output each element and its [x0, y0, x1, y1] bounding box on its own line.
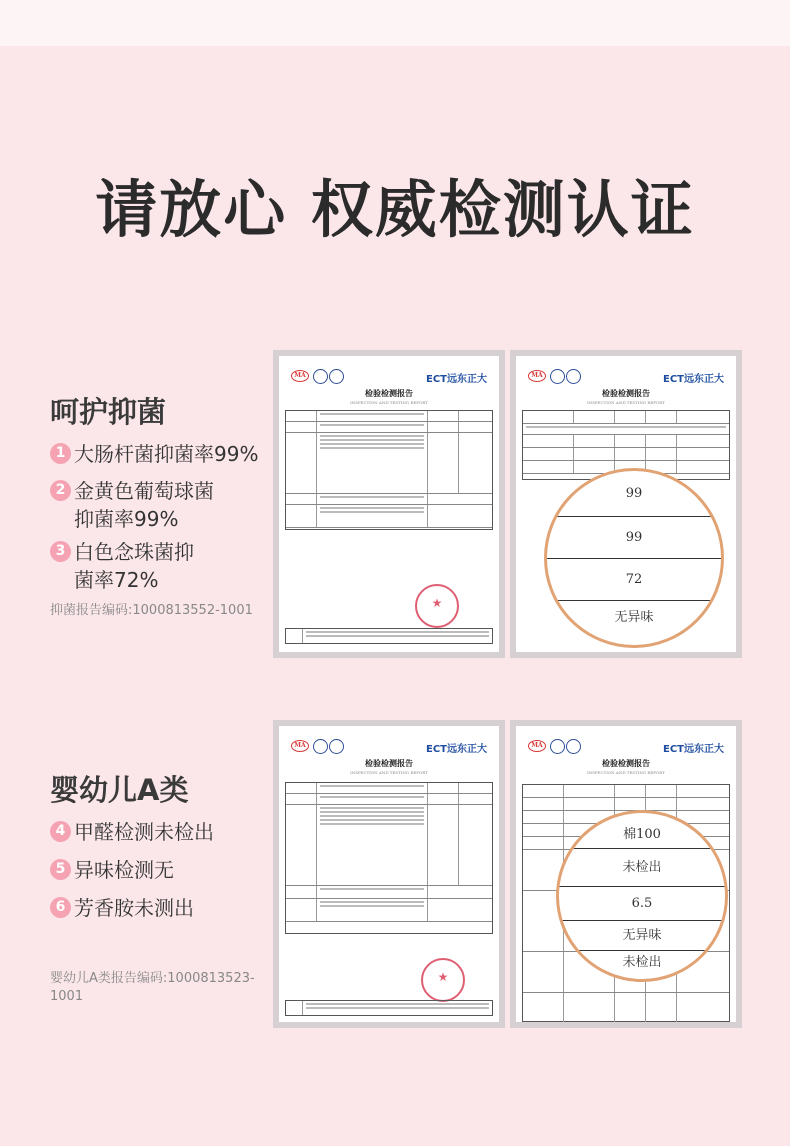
report-subtitle: INSPECTION AND TESTING REPORT	[587, 770, 665, 775]
number-badge: 2	[50, 480, 71, 501]
report-document	[516, 726, 736, 1022]
ma-logo: MA	[528, 370, 546, 382]
number-badge: 6	[50, 897, 71, 918]
zoom-value: 无异味	[559, 921, 725, 951]
antibacterial-item-1	[50, 440, 274, 468]
antibacterial-item-3	[50, 538, 194, 594]
report-image-infant-1	[273, 720, 505, 1028]
ilac-logo	[313, 369, 328, 384]
report-image-antibacterial-2	[510, 350, 742, 658]
report-title: 检验检测报告	[365, 758, 413, 768]
infant-title: 婴幼儿A类	[50, 773, 189, 807]
report-table	[285, 410, 493, 530]
zoom-value: 未检出	[622, 955, 662, 970]
zoom-value: 无异味	[614, 610, 654, 625]
number-badge: 4	[50, 821, 71, 842]
zoom-value: 99	[547, 471, 721, 517]
number-badge: 1	[50, 443, 71, 464]
red-seal-stamp	[415, 584, 459, 628]
infant-item-5	[50, 856, 274, 884]
report-title: 检验检测报告	[602, 388, 650, 398]
zoom-value: 6.5	[559, 887, 725, 921]
zoom-value: 99	[547, 517, 721, 559]
lab-logo: ECT远东正大	[426, 374, 487, 385]
top-band	[0, 0, 790, 46]
report-footer-table	[285, 628, 493, 644]
zoom-magnifier	[556, 810, 728, 982]
item-text: 白色念珠菌抑菌率72%	[74, 540, 194, 592]
report-subtitle: INSPECTION AND TESTING REPORT	[587, 400, 665, 405]
zoom-value: 未检出	[559, 849, 725, 887]
cnas-logo	[566, 739, 581, 754]
lab-logo: ECT远东正大	[663, 374, 724, 385]
item-text: 甲醛检测未检出	[74, 820, 214, 844]
report-table	[285, 782, 493, 934]
ilac-logo	[313, 739, 328, 754]
antibacterial-item-2	[50, 477, 224, 533]
report-image-antibacterial-1	[273, 350, 505, 658]
zoom-magnifier	[544, 468, 724, 648]
cnas-logo	[329, 369, 344, 384]
red-seal-stamp	[421, 958, 465, 1002]
infant-report-code: 婴幼儿A类报告编码:1000813523-1001	[50, 971, 255, 1004]
ma-logo: MA	[528, 740, 546, 752]
item-text: 芳香胺未测出	[74, 896, 194, 920]
report-document	[516, 356, 736, 652]
item-text: 金黄色葡萄球菌抑菌率99%	[74, 479, 214, 531]
infant-item-4	[50, 818, 274, 846]
report-image-infant-2	[510, 720, 742, 1028]
infant-item-6	[50, 894, 274, 922]
zoom-value: 棉100	[559, 813, 725, 849]
antibacterial-title: 呵护抑菌	[50, 395, 167, 429]
ma-logo: MA	[291, 740, 309, 752]
cnas-logo	[329, 739, 344, 754]
report-subtitle: INSPECTION AND TESTING REPORT	[350, 770, 428, 775]
lab-logo: ECT远东正大	[426, 744, 487, 755]
number-badge: 3	[50, 541, 71, 562]
ma-logo: MA	[291, 370, 309, 382]
report-title: 检验检测报告	[365, 388, 413, 398]
report-document	[279, 356, 499, 652]
ilac-logo	[550, 369, 565, 384]
report-document	[279, 726, 499, 1022]
report-subtitle: INSPECTION AND TESTING REPORT	[350, 400, 428, 405]
item-text: 大肠杆菌抑菌率99%	[74, 442, 259, 466]
ilac-logo	[550, 739, 565, 754]
cnas-logo	[566, 369, 581, 384]
item-text: 异味检测无	[74, 858, 174, 882]
zoom-value: 72	[547, 559, 721, 601]
report-title: 检验检测报告	[602, 758, 650, 768]
page-headline: 请放心 权威检测认证	[95, 173, 695, 246]
report-footer-table	[285, 1000, 493, 1016]
lab-logo: ECT远东正大	[663, 744, 724, 755]
number-badge: 5	[50, 859, 71, 880]
antibacterial-report-code: 抑菌报告编码:1000813552-1001	[50, 603, 253, 618]
